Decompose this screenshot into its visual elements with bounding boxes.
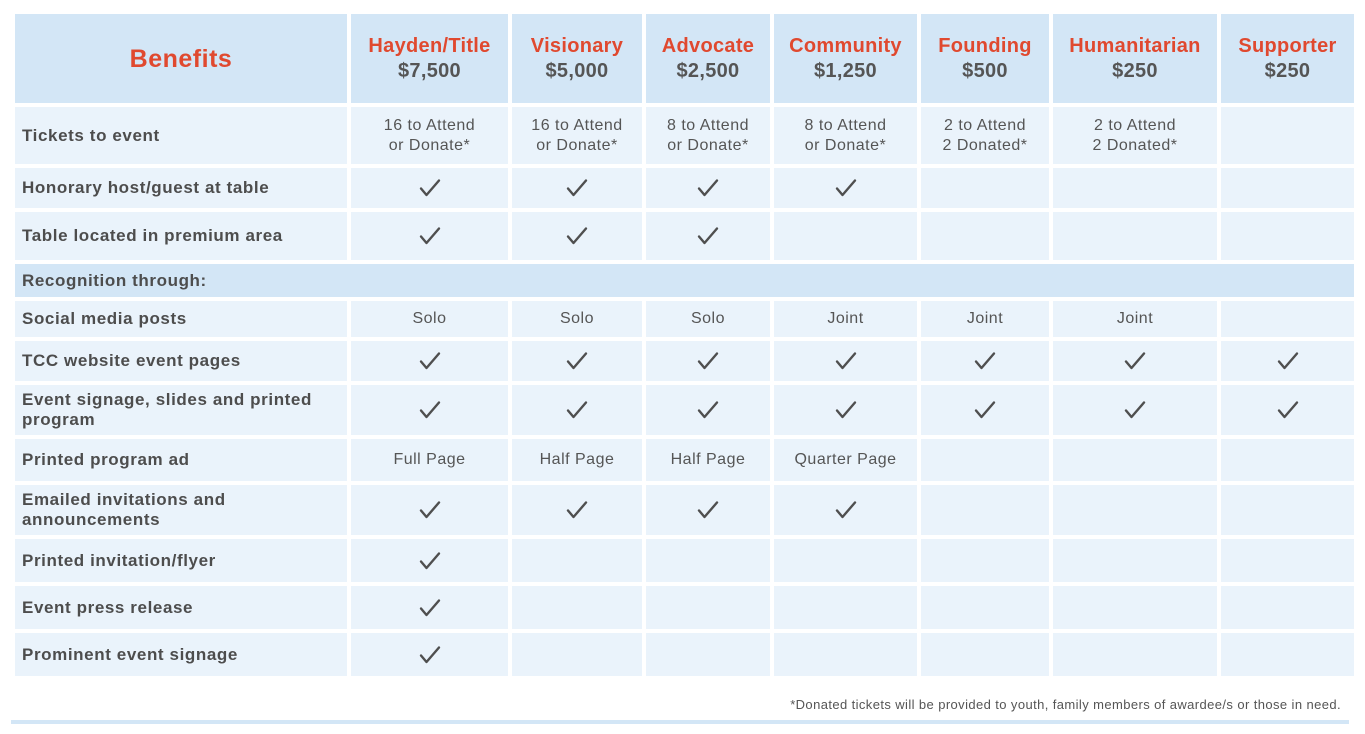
checkmark-icon [1124,351,1146,371]
checkmark-icon [974,351,996,371]
section-header: Recognition through: [15,264,1354,297]
table-cell [774,485,917,535]
bottom-rule [11,720,1349,724]
benefits-header: Benefits [15,14,347,103]
tier-header-visionary [512,14,642,103]
table-cell [1221,586,1354,629]
tier-price: $500 [962,59,1008,82]
checkmark-icon [419,178,441,198]
tier-header-humanitarian [1053,14,1217,103]
row-label: Event signage, slides and printed program [15,385,347,435]
table-cell [1221,212,1354,260]
tier-price: $5,000 [545,59,609,82]
tier-header-founding [921,14,1049,103]
checkmark-icon [697,400,719,420]
table-cell [774,586,917,629]
table-cell [1221,539,1354,582]
tier-header-supporter [1221,14,1354,103]
checkmark-icon [697,226,719,246]
table-cell [351,385,508,435]
tier-name: Hayden/Title [368,34,491,57]
tier-name: Supporter [1238,34,1337,57]
table-cell [512,341,642,381]
table-cell [351,586,508,629]
table-cell [646,485,770,535]
table-cell [1221,633,1354,676]
table-cell [1221,168,1354,208]
tier-header-hayden-title [351,14,508,103]
table-cell: 8 to Attend or Donate* [646,107,770,164]
table-cell [774,633,917,676]
table-cell: Joint [774,301,917,337]
table-cell [512,485,642,535]
table-cell [921,168,1049,208]
table-cell [1053,485,1217,535]
table-cell [774,168,917,208]
table-cell [351,212,508,260]
table-cell: Quarter Page [774,439,917,481]
table-cell [1221,385,1354,435]
table-cell [1221,107,1354,164]
checkmark-icon [835,351,857,371]
table-cell [921,586,1049,629]
table-cell [921,439,1049,481]
checkmark-icon [419,551,441,571]
tier-name: Humanitarian [1069,34,1201,57]
tier-header-advocate [646,14,770,103]
row-label: Emailed invitations and announcements [15,485,347,535]
checkmark-icon [835,500,857,520]
tier-header-community [774,14,917,103]
benefits-table [15,14,1354,676]
table-cell: Joint [921,301,1049,337]
table-cell [921,212,1049,260]
table-cell [646,385,770,435]
table-cell [351,341,508,381]
table-cell: Solo [351,301,508,337]
checkmark-icon [697,351,719,371]
checkmark-icon [1277,351,1299,371]
table-cell [351,168,508,208]
table-cell: 2 to Attend 2 Donated* [1053,107,1217,164]
table-cell [774,341,917,381]
table-cell [774,212,917,260]
table-cell [646,168,770,208]
table-cell [774,539,917,582]
checkmark-icon [566,400,588,420]
checkmark-icon [697,500,719,520]
table-cell [646,341,770,381]
table-cell [921,385,1049,435]
table-cell: Half Page [646,439,770,481]
table-cell: 8 to Attend or Donate* [774,107,917,164]
table-cell: 16 to Attend or Donate* [512,107,642,164]
table-cell [646,539,770,582]
tier-name: Community [789,34,902,57]
table-cell [1053,633,1217,676]
table-cell: 16 to Attend or Donate* [351,107,508,164]
table-cell: Solo [512,301,642,337]
checkmark-icon [566,178,588,198]
table-cell [351,633,508,676]
tier-name: Visionary [530,34,624,57]
table-cell [512,633,642,676]
tier-price: $2,500 [676,59,740,82]
table-cell [774,385,917,435]
row-label: Printed invitation/flyer [15,539,347,582]
table-cell: 2 to Attend 2 Donated* [921,107,1049,164]
row-label: Table located in premium area [15,212,347,260]
table-cell: Half Page [512,439,642,481]
table-cell [1053,168,1217,208]
checkmark-icon [697,178,719,198]
tier-name: Founding [938,34,1032,57]
tier-price: $7,500 [398,59,461,82]
table-cell [351,485,508,535]
tier-price: $250 [1264,59,1311,82]
table-cell [646,212,770,260]
row-label: Event press release [15,586,347,629]
table-cell [921,485,1049,535]
table-cell [646,586,770,629]
table-cell [512,586,642,629]
table-cell: Joint [1053,301,1217,337]
checkmark-icon [835,178,857,198]
footnote: *Donated tickets will be provided to youth, family members of awardee/s or those in need. [790,697,1341,712]
table-cell [1221,485,1354,535]
checkmark-icon [419,226,441,246]
row-label: Honorary host/guest at table [15,168,347,208]
table-cell [512,539,642,582]
row-label: Social media posts [15,301,347,337]
table-cell [1053,586,1217,629]
checkmark-icon [566,500,588,520]
checkmark-icon [1124,400,1146,420]
checkmark-icon [566,351,588,371]
table-cell [512,385,642,435]
row-label: Printed program ad [15,439,347,481]
checkmark-icon [835,400,857,420]
table-cell [351,539,508,582]
row-label: Tickets to event [15,107,347,164]
table-cell [1053,212,1217,260]
tier-price: $250 [1112,59,1158,82]
table-cell [1053,341,1217,381]
table-cell [1221,439,1354,481]
table-cell: Full Page [351,439,508,481]
table-cell [1221,301,1354,337]
checkmark-icon [566,226,588,246]
checkmark-icon [419,500,441,520]
table-cell [921,341,1049,381]
table-cell [1053,385,1217,435]
checkmark-icon [419,400,441,420]
table-cell [1053,439,1217,481]
row-label: Prominent event signage [15,633,347,676]
table-cell [512,168,642,208]
tier-name: Advocate [661,34,755,57]
tier-price: $1,250 [814,59,877,82]
checkmark-icon [1277,400,1299,420]
checkmark-icon [419,645,441,665]
checkmark-icon [974,400,996,420]
table-cell [512,212,642,260]
checkmark-icon [419,351,441,371]
row-label: TCC website event pages [15,341,347,381]
table-cell [646,633,770,676]
table-cell [921,539,1049,582]
table-cell [921,633,1049,676]
table-cell [1053,539,1217,582]
table-cell [1221,341,1354,381]
table-cell: Solo [646,301,770,337]
checkmark-icon [419,598,441,618]
